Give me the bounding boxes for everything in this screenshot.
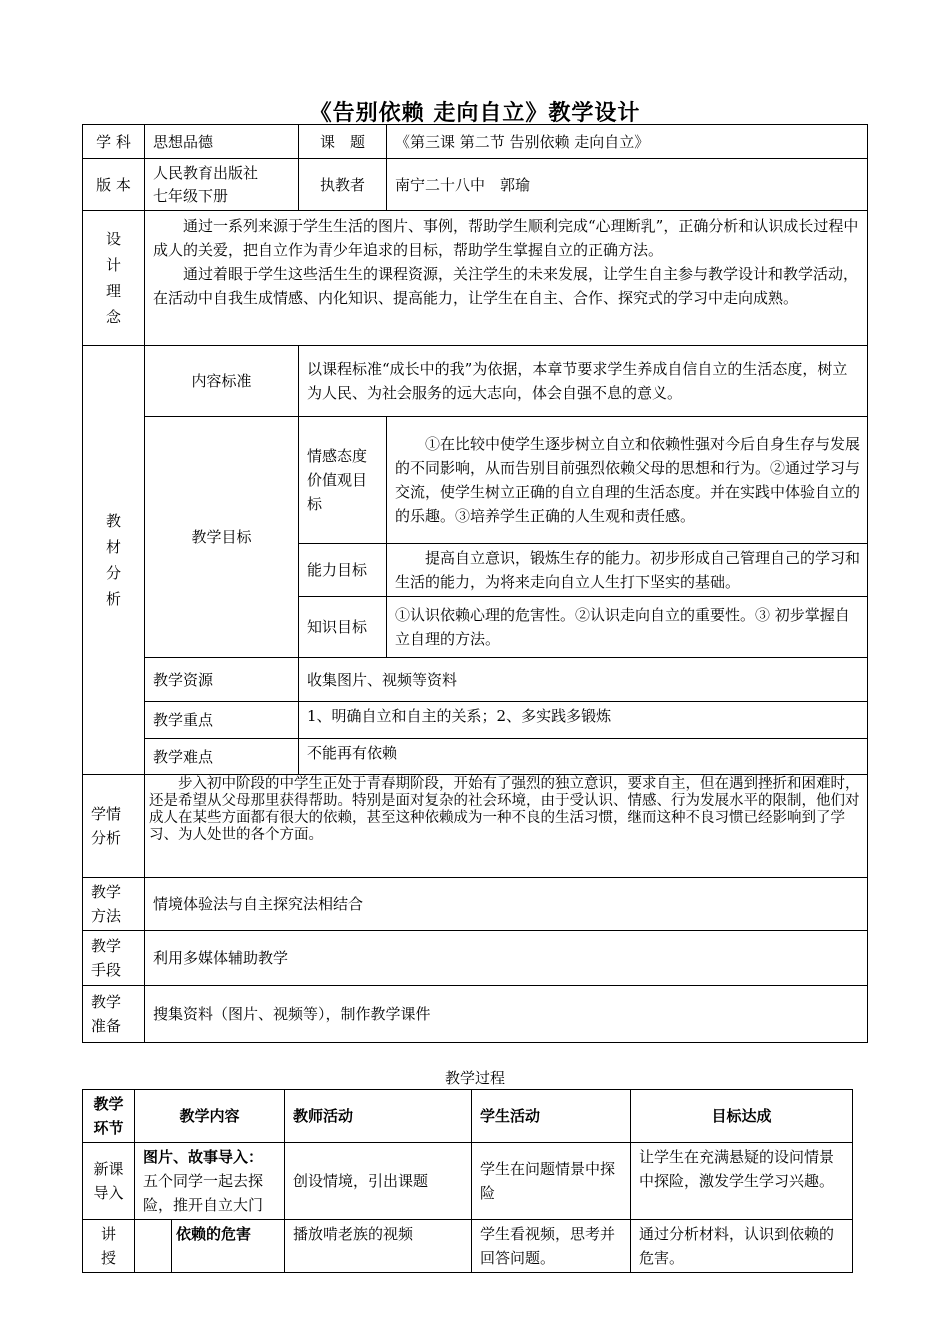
header-goal: 目标达成 (631, 1090, 853, 1143)
process-header-row (83, 1090, 853, 1143)
means-value: 利用多媒体辅助教学 (145, 931, 868, 986)
prep-row (83, 986, 868, 1043)
goal2-value (387, 544, 868, 597)
header-student: 学生活动 (472, 1090, 631, 1143)
lecture-stage-line: 讲 (100, 1225, 116, 1243)
method-label (83, 878, 145, 931)
material-label-char: 教 (105, 512, 121, 530)
design-para-2: 通过着眼于学生这些活生生的课程资源，关注学生的未来发展，让学生自主参与教学设计和教学活动，在活动中自我生成情感、内化知识、提高能力，让学生在自主、合作、探究式的学习中走向成熟。 (153, 265, 859, 307)
edition-line1: 人民教育出版社 (153, 163, 259, 182)
resources-row (83, 658, 868, 702)
difficulty-label: 教学难点 (145, 739, 299, 775)
design-label (83, 211, 145, 346)
process-caption: 教学过程 (444, 1069, 505, 1087)
difficulty-value: 不能再有依赖 (299, 739, 868, 775)
intro-content (135, 1143, 285, 1220)
prep-label (83, 986, 145, 1043)
lecture-student: 学生看视频，思考并回答问题。 (472, 1220, 631, 1273)
students-label (83, 775, 145, 878)
edition-line2: 七年级下册 (153, 186, 229, 205)
students-row (83, 775, 868, 878)
key-value: 1、明确自立和自主的关系；2、多实践多锻炼 (299, 702, 868, 739)
goal1-label-line: 情感态度 (307, 447, 368, 465)
subject-label: 学 科 (83, 125, 145, 159)
design-label-char: 理 (105, 282, 121, 300)
edition-row (83, 159, 868, 211)
means-row (83, 931, 868, 986)
standard-label: 内容标准 (145, 346, 299, 417)
header-teacher: 教师活动 (285, 1090, 472, 1143)
intro-content-title: 图片、故事导入： (143, 1148, 264, 1166)
material-label-char: 分 (105, 564, 121, 582)
goal2-text: 提高自立意识，锻炼生存的能力。初步形成自己管理自己的学习和生活的能力，为将来走向自立人生打下坚实的基础。 (395, 549, 861, 591)
intro-teacher: 创设情境，引出课题 (285, 1143, 472, 1220)
intro-stage (83, 1143, 135, 1220)
teacher-value: 南宁二十八中 郭瑜 (387, 159, 868, 211)
means-label-line: 手段 (91, 961, 122, 979)
header-content: 教学内容 (135, 1090, 285, 1143)
goal1-row (83, 417, 868, 544)
goal2-label: 能力目标 (299, 544, 387, 597)
design-para-1: 通过一系列来源于学生生活的图片、事例，帮助学生顺利完成“心理断乳”，正确分析和认识成长过程中成人的关爱，把自立作为青少年追求的目标，帮助学生掌握自立的正确方法。 (153, 217, 859, 259)
page-title: 《告别依赖 走向自立》教学设计 (309, 100, 641, 126)
design-label-char: 设 (105, 230, 121, 248)
intro-goal: 让学生在充满悬疑的设问情景中探险，激发学生学习兴趣。 (631, 1143, 853, 1220)
students-text: 步入初中阶段的中学生正处于青春期阶段，开始有了强烈的独立意识，要求自主，但在遇到挫折和困难时，还是希望从父母那里获得帮助。特别是面对复杂的社会环境，由于受认识、情感、行为发展水平的限制，他们对成人在某些方面都有很大的依赖，甚至这种依赖成为一种不良的生活习惯，继而这种不良习惯已经影响到了学习、为人处世的各个方面。 (149, 776, 860, 843)
intro-content-body: 五个同学一起去探险，推开自立大门 (143, 1172, 264, 1214)
intro-stage-line: 新课 (93, 1160, 124, 1178)
students-label-line: 分析 (91, 829, 122, 847)
resources-label: 教学资源 (145, 658, 299, 702)
standard-value: 以课程标准“成长中的我”为依据，本章节要求学生养成自信自立的生活态度，树立为人民、为社会服务的远大志向，体会自强不息的意义。 (299, 346, 868, 417)
lecture-teacher: 播放啃老族的视频 (285, 1220, 472, 1273)
resources-value: 收集图片、视频等资料 (299, 658, 868, 702)
lecture-goal: 通过分析材料，认识到依赖的危害。 (631, 1220, 853, 1273)
design-label-char: 念 (105, 308, 121, 326)
process-row-lecture (83, 1220, 853, 1273)
edition-label: 版 本 (83, 159, 145, 211)
lecture-empty-cell (135, 1220, 172, 1273)
subject-value: 思想品德 (145, 125, 299, 159)
design-text (145, 211, 868, 346)
process-table (82, 1089, 853, 1273)
standard-row (83, 346, 868, 417)
prep-label-line: 教学 (91, 993, 122, 1011)
prep-label-line: 准备 (91, 1017, 122, 1035)
design-label-char: 计 (105, 256, 121, 274)
goal3-value: ①认识依赖心理的危害性。②认识走向自立的重要性。③ 初步掌握自立自理的方法。 (387, 597, 868, 658)
material-label-char: 材 (105, 538, 121, 556)
difficulty-row (83, 739, 868, 775)
key-label: 教学重点 (145, 702, 299, 739)
lecture-content: 依赖的危害 (172, 1220, 285, 1273)
edition-value (145, 159, 299, 211)
method-value: 情境体验法与自主探究法相结合 (145, 878, 868, 931)
header-stage-line: 环节 (93, 1119, 124, 1137)
method-label-line: 教学 (91, 883, 122, 901)
method-label-line: 方法 (91, 907, 122, 925)
means-label (83, 931, 145, 986)
material-label (83, 346, 145, 775)
goal1-value (387, 417, 868, 544)
subject-row (83, 125, 868, 159)
means-label-line: 教学 (91, 937, 122, 955)
method-row (83, 878, 868, 931)
topic-value: 《第三课 第二节 告别依赖 走向自立》 (387, 125, 868, 159)
process-row-intro (83, 1143, 853, 1220)
key-row (83, 702, 868, 739)
lecture-stage-line: 授 (100, 1249, 116, 1267)
header-stage (83, 1090, 135, 1143)
students-label-line: 学情 (91, 805, 122, 823)
goal1-text: ①在比较中使学生逐步树立自立和依赖性强对今后自身生存与发展的不同影响，从而告别目前强烈依赖父母的思想和行为。②通过学习与交流，使学生树立正确的自立自理的生活态度。并在实践中体验自立的的乐趣。③培养学生正确的人生观和责任感。 (395, 435, 861, 525)
intro-student: 学生在问题情景中探险 (472, 1143, 631, 1220)
lesson-plan-table (82, 124, 868, 1043)
topic-label: 课 题 (299, 125, 387, 159)
goals-label: 教学目标 (145, 417, 299, 658)
goal1-label (299, 417, 387, 544)
lecture-stage (83, 1220, 135, 1273)
students-value (145, 775, 868, 878)
material-label-char: 析 (105, 590, 121, 608)
teacher-label: 执教者 (299, 159, 387, 211)
design-row (83, 211, 868, 346)
intro-stage-line: 导入 (93, 1184, 124, 1202)
header-stage-line: 教学 (93, 1095, 124, 1113)
goal3-label: 知识目标 (299, 597, 387, 658)
prep-value: 搜集资料（图片、视频等），制作教学课件 (145, 986, 868, 1043)
goal1-label-line: 价值观目标 (307, 471, 368, 513)
